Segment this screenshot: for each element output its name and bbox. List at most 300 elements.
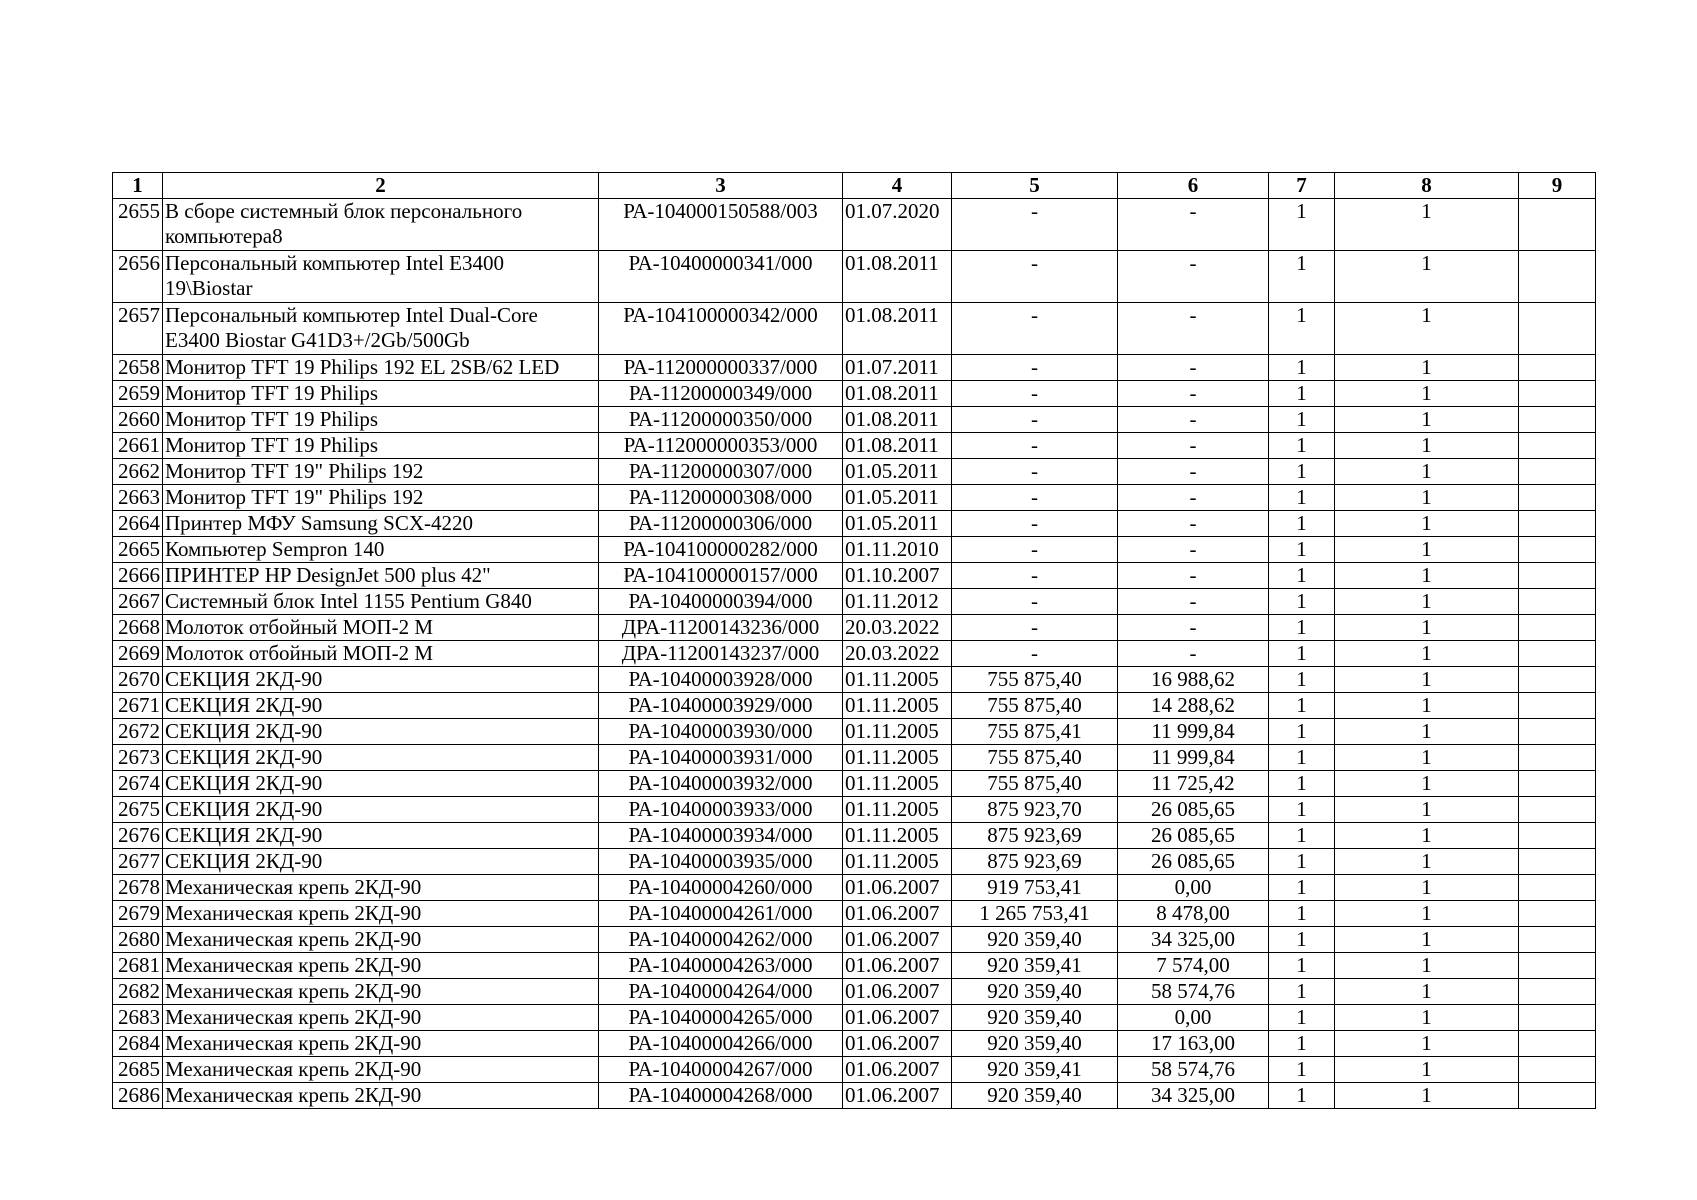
residual-value-cell: -: [1118, 433, 1269, 459]
quantity-cell: 1: [1269, 563, 1335, 589]
quantity-cell: 1: [1269, 381, 1335, 407]
actual-quantity-cell: 1: [1335, 797, 1519, 823]
inventory-number-cell: РА-10400004260/000: [599, 875, 843, 901]
initial-cost-cell: -: [952, 485, 1118, 511]
actual-quantity-cell: 1: [1335, 537, 1519, 563]
inventory-number-cell: РА-104000150588/003: [599, 199, 843, 251]
residual-value-cell: 11 725,42: [1118, 771, 1269, 797]
note-cell: [1519, 199, 1596, 251]
table-row: [113, 1083, 1596, 1109]
residual-value-cell: 11 999,84: [1118, 745, 1269, 771]
table-row: [113, 641, 1596, 667]
note-cell: [1519, 251, 1596, 303]
inventory-number-cell: РА-10400004267/000: [599, 1057, 843, 1083]
inventory-number-cell: РА-10400004263/000: [599, 953, 843, 979]
table-row: [113, 485, 1596, 511]
initial-cost-cell: 755 875,40: [952, 667, 1118, 693]
note-cell: [1519, 407, 1596, 433]
note-cell: [1519, 771, 1596, 797]
asset-name-cell: СЕКЦИЯ 2КД-90: [163, 719, 599, 745]
residual-value-cell: 16 988,62: [1118, 667, 1269, 693]
actual-quantity-cell: 1: [1335, 953, 1519, 979]
actual-quantity-cell: 1: [1335, 823, 1519, 849]
quantity-cell: 1: [1269, 1005, 1335, 1031]
date-cell: 01.11.2005: [843, 719, 952, 745]
residual-value-cell: 8 478,00: [1118, 901, 1269, 927]
inventory-number-cell: РА-10400004264/000: [599, 979, 843, 1005]
actual-quantity-cell: 1: [1335, 1083, 1519, 1109]
date-cell: 01.05.2011: [843, 485, 952, 511]
table-row: [113, 381, 1596, 407]
initial-cost-cell: 920 359,40: [952, 1083, 1118, 1109]
inventory-number-cell: РА-10400003934/000: [599, 823, 843, 849]
residual-value-cell: 58 574,76: [1118, 979, 1269, 1005]
initial-cost-cell: 875 923,69: [952, 823, 1118, 849]
asset-name-cell: СЕКЦИЯ 2КД-90: [163, 745, 599, 771]
table-row: [113, 537, 1596, 563]
row-number-cell: 2663: [113, 485, 163, 511]
table-row: [113, 1031, 1596, 1057]
residual-value-cell: 34 325,00: [1118, 927, 1269, 953]
table-row: [113, 693, 1596, 719]
actual-quantity-cell: 1: [1335, 459, 1519, 485]
residual-value-cell: -: [1118, 355, 1269, 381]
note-cell: [1519, 1083, 1596, 1109]
residual-value-cell: -: [1118, 381, 1269, 407]
row-number-cell: 2678: [113, 875, 163, 901]
column-header: 2: [163, 173, 599, 199]
actual-quantity-cell: 1: [1335, 771, 1519, 797]
asset-name-cell: Монитор TFT 19 Philips: [163, 407, 599, 433]
actual-quantity-cell: 1: [1335, 849, 1519, 875]
initial-cost-cell: 755 875,40: [952, 771, 1118, 797]
actual-quantity-cell: 1: [1335, 901, 1519, 927]
table-row: [113, 901, 1596, 927]
quantity-cell: 1: [1269, 251, 1335, 303]
asset-name-cell: Механическая крепь 2КД-90: [163, 927, 599, 953]
quantity-cell: 1: [1269, 407, 1335, 433]
note-cell: [1519, 537, 1596, 563]
date-cell: 01.06.2007: [843, 875, 952, 901]
column-header: 1: [113, 173, 163, 199]
residual-value-cell: -: [1118, 251, 1269, 303]
residual-value-cell: -: [1118, 589, 1269, 615]
inventory-number-cell: РА-112000000337/000: [599, 355, 843, 381]
asset-name-cell: Механическая крепь 2КД-90: [163, 1031, 599, 1057]
quantity-cell: 1: [1269, 433, 1335, 459]
table-row: [113, 1057, 1596, 1083]
actual-quantity-cell: 1: [1335, 381, 1519, 407]
actual-quantity-cell: 1: [1335, 251, 1519, 303]
inventory-number-cell: РА-10400004268/000: [599, 1083, 843, 1109]
note-cell: [1519, 745, 1596, 771]
note-cell: [1519, 641, 1596, 667]
note-cell: [1519, 1005, 1596, 1031]
asset-name-cell: Персональный компьютер Intel Dual-Core E3400 Biostar G41D3+/2Gb/500Gb: [163, 303, 599, 355]
inventory-number-cell: РА-10400000341/000: [599, 251, 843, 303]
table-row: [113, 745, 1596, 771]
residual-value-cell: 0,00: [1118, 875, 1269, 901]
inventory-number-cell: РА-11200000349/000: [599, 381, 843, 407]
table-row: [113, 771, 1596, 797]
row-number-cell: 2661: [113, 433, 163, 459]
row-number-cell: 2671: [113, 693, 163, 719]
note-cell: [1519, 1057, 1596, 1083]
residual-value-cell: 58 574,76: [1118, 1057, 1269, 1083]
table-row: [113, 823, 1596, 849]
residual-value-cell: -: [1118, 303, 1269, 355]
initial-cost-cell: -: [952, 303, 1118, 355]
row-number-cell: 2669: [113, 641, 163, 667]
note-cell: [1519, 355, 1596, 381]
initial-cost-cell: 755 875,40: [952, 745, 1118, 771]
table-row: [113, 251, 1596, 303]
quantity-cell: 1: [1269, 823, 1335, 849]
quantity-cell: 1: [1269, 849, 1335, 875]
actual-quantity-cell: 1: [1335, 1005, 1519, 1031]
actual-quantity-cell: 1: [1335, 563, 1519, 589]
inventory-number-cell: РА-10400004262/000: [599, 927, 843, 953]
inventory-number-cell: РА-11200000306/000: [599, 511, 843, 537]
inventory-number-cell: РА-10400003931/000: [599, 745, 843, 771]
inventory-number-cell: РА-104100000282/000: [599, 537, 843, 563]
date-cell: 01.07.2011: [843, 355, 952, 381]
asset-name-cell: Персональный компьютер Intel E3400 19\Biostar: [163, 251, 599, 303]
date-cell: 01.11.2005: [843, 693, 952, 719]
date-cell: 01.05.2011: [843, 511, 952, 537]
row-number-cell: 2673: [113, 745, 163, 771]
row-number-cell: 2674: [113, 771, 163, 797]
table-row: [113, 615, 1596, 641]
actual-quantity-cell: 1: [1335, 199, 1519, 251]
row-number-cell: 2660: [113, 407, 163, 433]
initial-cost-cell: 919 753,41: [952, 875, 1118, 901]
asset-name-cell: Механическая крепь 2КД-90: [163, 875, 599, 901]
actual-quantity-cell: 1: [1335, 485, 1519, 511]
date-cell: 01.08.2011: [843, 381, 952, 407]
inventory-number-cell: ДРА-11200143237/000: [599, 641, 843, 667]
note-cell: [1519, 719, 1596, 745]
inventory-number-cell: РА-112000000353/000: [599, 433, 843, 459]
row-number-cell: 2664: [113, 511, 163, 537]
row-number-cell: 2681: [113, 953, 163, 979]
initial-cost-cell: -: [952, 199, 1118, 251]
actual-quantity-cell: 1: [1335, 355, 1519, 381]
initial-cost-cell: -: [952, 511, 1118, 537]
initial-cost-cell: 755 875,41: [952, 719, 1118, 745]
asset-name-cell: ПРИНТЕР HP DesignJet 500 plus 42": [163, 563, 599, 589]
actual-quantity-cell: 1: [1335, 719, 1519, 745]
date-cell: 01.06.2007: [843, 1057, 952, 1083]
row-number-cell: 2666: [113, 563, 163, 589]
initial-cost-cell: 920 359,40: [952, 1031, 1118, 1057]
asset-name-cell: Механическая крепь 2КД-90: [163, 901, 599, 927]
note-cell: [1519, 511, 1596, 537]
quantity-cell: 1: [1269, 693, 1335, 719]
date-cell: 01.06.2007: [843, 953, 952, 979]
inventory-number-cell: РА-10400003929/000: [599, 693, 843, 719]
residual-value-cell: -: [1118, 563, 1269, 589]
initial-cost-cell: 920 359,40: [952, 979, 1118, 1005]
quantity-cell: 1: [1269, 719, 1335, 745]
actual-quantity-cell: 1: [1335, 615, 1519, 641]
asset-name-cell: СЕКЦИЯ 2КД-90: [163, 849, 599, 875]
inventory-number-cell: РА-10400003935/000: [599, 849, 843, 875]
table-row: [113, 459, 1596, 485]
asset-name-cell: СЕКЦИЯ 2КД-90: [163, 693, 599, 719]
inventory-number-cell: РА-10400003933/000: [599, 797, 843, 823]
initial-cost-cell: -: [952, 641, 1118, 667]
quantity-cell: 1: [1269, 355, 1335, 381]
actual-quantity-cell: 1: [1335, 589, 1519, 615]
date-cell: 01.08.2011: [843, 251, 952, 303]
date-cell: 20.03.2022: [843, 641, 952, 667]
quantity-cell: 1: [1269, 1057, 1335, 1083]
initial-cost-cell: 920 359,41: [952, 953, 1118, 979]
table-body: [113, 199, 1596, 1109]
note-cell: [1519, 927, 1596, 953]
note-cell: [1519, 667, 1596, 693]
quantity-cell: 1: [1269, 303, 1335, 355]
date-cell: 01.11.2005: [843, 849, 952, 875]
actual-quantity-cell: 1: [1335, 979, 1519, 1005]
note-cell: [1519, 797, 1596, 823]
inventory-number-cell: ДРА-11200143236/000: [599, 615, 843, 641]
row-number-cell: 2667: [113, 589, 163, 615]
row-number-cell: 2675: [113, 797, 163, 823]
quantity-cell: 1: [1269, 667, 1335, 693]
quantity-cell: 1: [1269, 771, 1335, 797]
note-cell: [1519, 303, 1596, 355]
column-header: 5: [952, 173, 1118, 199]
table-row: [113, 979, 1596, 1005]
initial-cost-cell: -: [952, 433, 1118, 459]
inventory-number-cell: РА-104100000342/000: [599, 303, 843, 355]
inventory-number-cell: РА-10400004266/000: [599, 1031, 843, 1057]
table-row: [113, 953, 1596, 979]
row-number-cell: 2684: [113, 1031, 163, 1057]
table-row: [113, 303, 1596, 355]
table-row: [113, 563, 1596, 589]
note-cell: [1519, 875, 1596, 901]
initial-cost-cell: -: [952, 459, 1118, 485]
column-header: 9: [1519, 173, 1596, 199]
actual-quantity-cell: 1: [1335, 745, 1519, 771]
asset-name-cell: Механическая крепь 2КД-90: [163, 979, 599, 1005]
actual-quantity-cell: 1: [1335, 875, 1519, 901]
date-cell: 01.06.2007: [843, 1083, 952, 1109]
residual-value-cell: -: [1118, 407, 1269, 433]
quantity-cell: 1: [1269, 875, 1335, 901]
inventory-number-cell: РА-10400003932/000: [599, 771, 843, 797]
date-cell: 01.06.2007: [843, 979, 952, 1005]
residual-value-cell: -: [1118, 511, 1269, 537]
column-header: 4: [843, 173, 952, 199]
initial-cost-cell: 920 359,41: [952, 1057, 1118, 1083]
quantity-cell: 1: [1269, 485, 1335, 511]
residual-value-cell: -: [1118, 641, 1269, 667]
quantity-cell: 1: [1269, 901, 1335, 927]
quantity-cell: 1: [1269, 589, 1335, 615]
initial-cost-cell: -: [952, 537, 1118, 563]
date-cell: 01.11.2010: [843, 537, 952, 563]
asset-name-cell: СЕКЦИЯ 2КД-90: [163, 667, 599, 693]
row-number-cell: 2658: [113, 355, 163, 381]
inventory-number-cell: РА-11200000350/000: [599, 407, 843, 433]
inventory-number-cell: РА-104100000157/000: [599, 563, 843, 589]
note-cell: [1519, 563, 1596, 589]
quantity-cell: 1: [1269, 979, 1335, 1005]
date-cell: 01.11.2005: [843, 797, 952, 823]
inventory-number-cell: РА-11200000307/000: [599, 459, 843, 485]
table-row: [113, 875, 1596, 901]
row-number-cell: 2670: [113, 667, 163, 693]
residual-value-cell: -: [1118, 615, 1269, 641]
quantity-cell: 1: [1269, 797, 1335, 823]
asset-name-cell: Монитор TFT 19 Philips: [163, 433, 599, 459]
note-cell: [1519, 433, 1596, 459]
inventory-number-cell: РА-10400003928/000: [599, 667, 843, 693]
row-number-cell: 2672: [113, 719, 163, 745]
table-row: [113, 667, 1596, 693]
quantity-cell: 1: [1269, 1031, 1335, 1057]
residual-value-cell: -: [1118, 485, 1269, 511]
row-number-cell: 2657: [113, 303, 163, 355]
date-cell: 01.07.2020: [843, 199, 952, 251]
note-cell: [1519, 693, 1596, 719]
actual-quantity-cell: 1: [1335, 641, 1519, 667]
asset-name-cell: Принтер МФУ Samsung SCX-4220: [163, 511, 599, 537]
initial-cost-cell: -: [952, 615, 1118, 641]
row-number-cell: 2655: [113, 199, 163, 251]
initial-cost-cell: 875 923,70: [952, 797, 1118, 823]
initial-cost-cell: -: [952, 407, 1118, 433]
asset-name-cell: Механическая крепь 2КД-90: [163, 1057, 599, 1083]
inventory-number-cell: РА-10400003930/000: [599, 719, 843, 745]
quantity-cell: 1: [1269, 199, 1335, 251]
residual-value-cell: 14 288,62: [1118, 693, 1269, 719]
asset-name-cell: В сборе системный блок персонального компьютера8: [163, 199, 599, 251]
initial-cost-cell: 1 265 753,41: [952, 901, 1118, 927]
table-row: [113, 1005, 1596, 1031]
asset-name-cell: Механическая крепь 2КД-90: [163, 1083, 599, 1109]
initial-cost-cell: 920 359,40: [952, 927, 1118, 953]
table-row: [113, 199, 1596, 251]
date-cell: 01.10.2007: [843, 563, 952, 589]
quantity-cell: 1: [1269, 1083, 1335, 1109]
residual-value-cell: -: [1118, 459, 1269, 485]
residual-value-cell: 26 085,65: [1118, 797, 1269, 823]
quantity-cell: 1: [1269, 953, 1335, 979]
asset-name-cell: Монитор TFT 19 Philips: [163, 381, 599, 407]
note-cell: [1519, 849, 1596, 875]
date-cell: 01.08.2011: [843, 433, 952, 459]
row-number-cell: 2680: [113, 927, 163, 953]
inventory-number-cell: РА-11200000308/000: [599, 485, 843, 511]
asset-name-cell: Монитор TFT 19 Philips 192 EL 2SB/62 LED: [163, 355, 599, 381]
row-number-cell: 2686: [113, 1083, 163, 1109]
table-row: [113, 589, 1596, 615]
actual-quantity-cell: 1: [1335, 927, 1519, 953]
note-cell: [1519, 381, 1596, 407]
actual-quantity-cell: 1: [1335, 1031, 1519, 1057]
inventory-number-cell: РА-10400004261/000: [599, 901, 843, 927]
row-number-cell: 2668: [113, 615, 163, 641]
residual-value-cell: 26 085,65: [1118, 849, 1269, 875]
table-row: [113, 719, 1596, 745]
asset-name-cell: Молоток отбойный МОП-2 М: [163, 615, 599, 641]
note-cell: [1519, 953, 1596, 979]
date-cell: 01.11.2005: [843, 745, 952, 771]
table-row: [113, 797, 1596, 823]
quantity-cell: 1: [1269, 927, 1335, 953]
initial-cost-cell: 875 923,69: [952, 849, 1118, 875]
note-cell: [1519, 823, 1596, 849]
date-cell: 01.06.2007: [843, 901, 952, 927]
date-cell: 01.08.2011: [843, 407, 952, 433]
asset-name-cell: СЕКЦИЯ 2КД-90: [163, 771, 599, 797]
initial-cost-cell: -: [952, 381, 1118, 407]
residual-value-cell: -: [1118, 199, 1269, 251]
date-cell: 01.08.2011: [843, 303, 952, 355]
column-header: 7: [1269, 173, 1335, 199]
initial-cost-cell: -: [952, 563, 1118, 589]
note-cell: [1519, 485, 1596, 511]
table-row: [113, 355, 1596, 381]
row-number-cell: 2676: [113, 823, 163, 849]
row-number-cell: 2682: [113, 979, 163, 1005]
quantity-cell: 1: [1269, 459, 1335, 485]
actual-quantity-cell: 1: [1335, 1057, 1519, 1083]
date-cell: 01.11.2005: [843, 771, 952, 797]
inventory-number-cell: РА-10400000394/000: [599, 589, 843, 615]
quantity-cell: 1: [1269, 615, 1335, 641]
asset-name-cell: СЕКЦИЯ 2КД-90: [163, 823, 599, 849]
row-number-cell: 2677: [113, 849, 163, 875]
asset-name-cell: Молоток отбойный МОП-2 М: [163, 641, 599, 667]
quantity-cell: 1: [1269, 511, 1335, 537]
asset-name-cell: Механическая крепь 2КД-90: [163, 953, 599, 979]
note-cell: [1519, 589, 1596, 615]
note-cell: [1519, 979, 1596, 1005]
asset-name-cell: Монитор TFT 19" Philips 192: [163, 459, 599, 485]
row-number-cell: 2685: [113, 1057, 163, 1083]
column-header: 8: [1335, 173, 1519, 199]
residual-value-cell: 7 574,00: [1118, 953, 1269, 979]
row-number-cell: 2659: [113, 381, 163, 407]
row-number-cell: 2656: [113, 251, 163, 303]
table-header-row: [113, 173, 1596, 199]
row-number-cell: 2679: [113, 901, 163, 927]
residual-value-cell: 0,00: [1118, 1005, 1269, 1031]
actual-quantity-cell: 1: [1335, 693, 1519, 719]
table-row: [113, 407, 1596, 433]
date-cell: 01.06.2007: [843, 1005, 952, 1031]
table-row: [113, 511, 1596, 537]
actual-quantity-cell: 1: [1335, 667, 1519, 693]
row-number-cell: 2683: [113, 1005, 163, 1031]
date-cell: 01.06.2007: [843, 1031, 952, 1057]
table-row: [113, 433, 1596, 459]
note-cell: [1519, 901, 1596, 927]
actual-quantity-cell: 1: [1335, 511, 1519, 537]
asset-name-cell: Компьютер Sempron 140: [163, 537, 599, 563]
initial-cost-cell: 920 359,40: [952, 1005, 1118, 1031]
note-cell: [1519, 615, 1596, 641]
inventory-number-cell: РА-10400004265/000: [599, 1005, 843, 1031]
residual-value-cell: 34 325,00: [1118, 1083, 1269, 1109]
asset-name-cell: Механическая крепь 2КД-90: [163, 1005, 599, 1031]
